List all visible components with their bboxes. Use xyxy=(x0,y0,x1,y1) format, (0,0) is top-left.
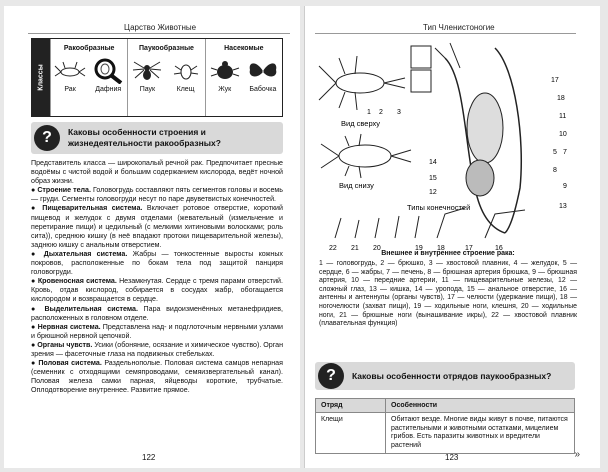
column-header: Особенности xyxy=(386,399,575,413)
svg-text:16: 16 xyxy=(495,245,503,252)
paragraph: ● Органы чувств. Усики (обоняние, осязание и химическое чувство). Орган зрения — фасеточные глаза на подвижных стебельках. xyxy=(31,340,284,358)
table-row xyxy=(316,413,575,454)
svg-text:21: 21 xyxy=(351,245,359,252)
paragraph-intro: Представитель класса — широкопалый речной рак. Предпочитает пресные водоёмы с чистой водой и большим содержанием кислорода, ведёт ночной образ жизни. xyxy=(31,159,283,186)
table-cell: Обитают везде. Многие виды живут в почве, питаются растительными и животными остатками, мицелием грибов. Есть паразиты животных и вредители растений xyxy=(386,413,575,454)
svg-text:5: 5 xyxy=(553,149,557,156)
crayfish-top-view-icon xyxy=(319,46,431,110)
paragraph: ● Пищеварительная система. Включает ротовое отверстие, короткий пищевод и желудок с двумя отделами (жевательный (измельчение и перетирание пищи) и цедильный (с мелкими хитиновыми волосками; роль сита)), среднюю кишку (в неё впадают протоки пищеварительной железы), заднюю кишку с анальным отверстием. xyxy=(31,204,283,249)
class-group-insects xyxy=(205,39,282,116)
svg-text:17: 17 xyxy=(465,245,473,252)
crayfish-icon xyxy=(53,58,87,84)
tick-icon xyxy=(169,58,203,84)
question-banner xyxy=(315,362,575,390)
crayfish-figure xyxy=(315,38,579,256)
paragraph: ● Нервная система. Представлена над- и подглоточным нервными узлами и брюшной нервной цепочкой. xyxy=(31,322,283,340)
paragraph: ● Строение тела. Головогрудь составляют пять сегментов головы и восемь — груди. Сегменты головогруди несут по паре двуветвистых конечностей. xyxy=(31,186,283,204)
fig-num: 2 xyxy=(379,109,383,116)
body-text xyxy=(31,159,283,395)
spider-icon xyxy=(130,58,164,84)
animal-daphnia: Дафния xyxy=(90,58,126,93)
table-header-row xyxy=(316,399,575,413)
figure-caption: 1 — головогрудь, 2 — брюшко, 3 — хвостовой плавник, 4 — желудок, 5 — сердце, 6 — жабры, 7 — печень, 8 — брюшная артерия брюшка, 9 — брюшная артерия, 10 — передние артерии, 11 — пищеварительные железы, 12 — сложный глаз, 13 — кишка, 14 — уропода, 15 — анальное отверстие, 16 — антенны и антеннулы (органы чувств), 17 — челюсти (удержание пищи), 18 — ногочелюсти (захват пищи), 19 — ходильные ноги, клешня, 20 — ходильные ноги, 21 — брюшные ноги (вынашивание икры), 22 — хвостовой плавник (плавательная функция) xyxy=(319,260,577,328)
page-number: 122 xyxy=(142,453,156,462)
column-header: Отряд xyxy=(316,399,386,413)
svg-text:13: 13 xyxy=(559,203,567,210)
question-text: Каковы особенности строения и жизнедеятельности ракообразных? xyxy=(68,127,221,148)
svg-text:12: 12 xyxy=(429,189,437,196)
question-mark-icon: ? xyxy=(318,363,344,389)
paragraph: ● Выделительная система. Пара видоизменённых метанефридиев, расположенных в головном отделе. xyxy=(31,304,283,322)
svg-text:8: 8 xyxy=(553,167,557,174)
running-head: Тип Членистоногие xyxy=(423,23,495,32)
question-mark-icon: ? xyxy=(34,125,60,151)
svg-text:17: 17 xyxy=(551,77,559,84)
svg-text:19: 19 xyxy=(415,245,423,252)
paragraph: ● Дыхательная система. Жабры — тонкостенные выросты кожных покровов, расположенные по бокам тела под защитой панциря головогруди. xyxy=(31,249,283,277)
classes-table xyxy=(31,38,283,117)
question-text: Каковы особенности отрядов паукообразных? xyxy=(352,370,552,381)
animal-butterfly: Бабочка xyxy=(245,58,281,93)
animal-tick: Клещ xyxy=(168,58,204,93)
class-name: Ракообразные xyxy=(63,45,115,52)
class-name: Насекомые xyxy=(224,45,264,52)
question-banner xyxy=(31,122,283,154)
svg-text:14: 14 xyxy=(429,159,437,166)
header-rule xyxy=(28,33,290,34)
limbs-title: Типы конечностей xyxy=(407,203,471,212)
fig-num: 3 xyxy=(397,109,401,116)
daphnia-magnifier-icon xyxy=(91,58,125,84)
crayfish-anatomy-diagram xyxy=(315,38,579,256)
orders-table xyxy=(315,398,575,454)
class-group-arachnids xyxy=(127,39,204,116)
butterfly-icon xyxy=(246,58,280,84)
running-head: Царство Животные xyxy=(124,23,197,32)
svg-text:22: 22 xyxy=(329,245,337,252)
svg-text:7: 7 xyxy=(563,149,567,156)
class-group-crustaceans xyxy=(50,39,127,116)
bottom-view-label: Вид снизу xyxy=(339,181,374,190)
svg-text:9: 9 xyxy=(563,183,567,190)
animal-crayfish: Рак xyxy=(52,58,88,93)
page-number: 123 xyxy=(445,453,459,462)
top-view-label: Вид сверху xyxy=(341,119,381,128)
left-page xyxy=(4,6,300,468)
paragraph: ● Половая система. Раздельнополые. Половая система самцов непарная (семенник с отходящими семяпроводами, семяизвергательный канал). Половая железа самки парная, яйцеводы короткие, трубчатые. Оплодотворение внутреннее. Развитие прямое. xyxy=(31,359,283,395)
caption-title: Внешнее и внутреннее строение рака: xyxy=(381,250,515,257)
svg-text:18: 18 xyxy=(557,95,565,102)
right-page xyxy=(304,6,600,468)
crayfish-bottom-view-icon xyxy=(321,134,411,178)
animal-spider: Паук xyxy=(129,58,165,93)
next-page-arrow-icon[interactable]: » xyxy=(574,449,580,460)
paragraph: ● Кровеносная система. Незамкнутая. Сердце с тремя парами отверстий. Кровь, отдав кислород, собирается в сосудах жабр, обогащается кислородом и возвращается в сердце. xyxy=(31,277,283,304)
svg-text:10: 10 xyxy=(559,131,567,138)
svg-text:20: 20 xyxy=(373,245,381,252)
svg-text:11: 11 xyxy=(559,113,567,120)
beetle-icon xyxy=(208,58,242,84)
header-rule xyxy=(315,33,576,34)
fig-num: 1 xyxy=(367,109,371,116)
svg-text:15: 15 xyxy=(429,175,437,182)
limb-types-icon xyxy=(335,208,525,238)
svg-text:18: 18 xyxy=(437,245,445,252)
classes-label: Классы xyxy=(32,39,50,116)
animal-beetle: Жук xyxy=(207,58,243,93)
class-name: Паукообразные xyxy=(139,45,194,52)
table-cell: Клещи xyxy=(316,413,386,454)
